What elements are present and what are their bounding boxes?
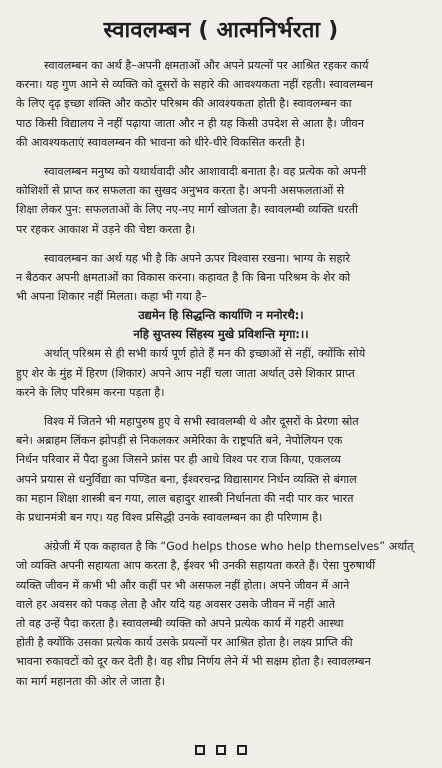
box-ornament-icon xyxy=(195,745,205,755)
paragraph-line: न बैठकर अपनी क्षमताओं का विकास करना। कहावत है कि बिना परिश्रम के शेर को xyxy=(16,271,351,285)
paragraph-line: स्वावलम्बन का अर्थ है–अपनी क्षमताओं और अपने प्रयत्नों पर आश्रित रहकर कार्य xyxy=(44,59,369,72)
paragraph-line: निर्धन परिवार में पैदा हुआ जिसने फ्रांस पर ही आधे विश्व पर राज किया, एकलव्य xyxy=(16,453,341,467)
paragraph-line: करना। यह गुण आने से व्यक्ति को दूसरों के सहारे की आवश्यकता नहीं रहती। स्वावलम्बन xyxy=(16,78,373,92)
paragraph-line: कोशिशों से प्राप्त कर सफलता का सुखद अनुभव करता है। अपनी असफलताओं से xyxy=(16,184,345,198)
sanskrit-shloka xyxy=(16,306,426,344)
paragraph-1 xyxy=(16,56,426,152)
paragraph-line: जो व्यक्ति अपनी सहायता आप करता है, ईश्वर भी उनकी सहायता करते हैं। ऐसा पुरुषार्थी xyxy=(16,559,376,573)
paragraph-line: अंग्रेजी में एक कहावत है कि “God helps those who help themselves” अर्थात् xyxy=(44,540,414,554)
document-title: स्वावलम्बन ( आत्मनिर्भरता ) xyxy=(103,18,339,43)
paragraph-line: होती है क्योंकि उसका प्रत्येक कार्य उसके प्रयत्नों पर आश्रित होता है। लक्ष्य प्राप्ति की xyxy=(16,636,353,650)
paragraph-line: पर रहकर आकाश में उड़ने की चेष्टा करता है। xyxy=(16,222,196,236)
paragraph-line: के प्रधानमंत्री बन गए। यह विश्व प्रसिद्धी उनके स्वावलम्बन का ही परिणाम है। xyxy=(16,511,323,525)
paragraph-line: तो वह उन्हें पैदा करता है। स्वावलम्बी व्यक्ति को अपने प्रत्येक कार्य में गहरी आस्था xyxy=(16,617,344,631)
paragraph-line: अपने प्रयास से धनुर्विद्या का पण्डित बना, ईश्वरचन्द्र विद्यासागर निर्धन व्यक्ति से बंगाल xyxy=(16,472,357,486)
paragraph-4 xyxy=(16,412,426,527)
paragraph-line: भी अपना शिकार नहीं मिलता। कहा भी गया है– xyxy=(16,290,207,304)
paragraph-line: अर्थात् परिश्रम से ही सभी कार्य पूर्ण होते हैं मन की इच्छाओं से नहीं, क्योंकि सोये xyxy=(44,347,366,361)
shloka-line: नहि सुप्तस्य सिंहस्य मुखे प्रविशन्ति मृगा:।। xyxy=(133,327,309,342)
paragraph-line: वाले हर अवसर को पकड़ लेता है और यदि यह अवसर उसके जीवन में नहीं आते xyxy=(16,597,335,611)
paragraph-line: का महान शिक्षा शास्त्री बन गया, लाल बहादुर शास्त्री निर्धानता की नदी पार कर भारत xyxy=(16,491,354,505)
shloka-line: उद्यमेन हि सिद्धन्ति कार्याणि न मनोरथै:। xyxy=(138,308,304,323)
paragraph-5 xyxy=(16,537,426,691)
paragraph-line: करने के लिए परिश्रम करना पड़ता है। xyxy=(16,385,165,399)
paragraph-line: का मार्ग महानता की ओर ले जाता है। xyxy=(16,674,166,688)
paragraph-line: स्वावलम्बन का अर्थ यह भी है कि अपने ऊपर विश्वास रखना। भाग्य के सहारे xyxy=(44,251,350,265)
paragraph-line: के लिए दृढ़ इच्छा शक्ति और कठोर परिश्रम की आवश्यकता होती है। स्वावलम्बन का xyxy=(16,97,352,111)
paragraph-line: की आवश्यकताएं स्वावलम्बन की भावना को धीरे-धीरे विकसित करती है। xyxy=(16,135,305,149)
box-ornament-icon xyxy=(216,745,226,755)
paragraph-3 xyxy=(16,249,426,402)
end-of-text-ornament xyxy=(0,740,442,758)
box-ornament-icon xyxy=(237,745,247,755)
paragraph-line: विश्व में जितने भी महापुरुष हुए वे सभी स्वावलम्बी थे और दूसरों के प्रेरणा स्रोत xyxy=(44,415,359,429)
paragraph-line: पाठ किसी विद्यालय ने नहीं पढ़ाया जाता और न ही यह किसी उपदेश से आता है। जीवन xyxy=(16,116,364,130)
paragraph-line: शिक्षा लेकर पुन: सफलताओं के लिए नए-नए मार्ग खोजता है। स्वावलम्बी व्यक्ति धरती xyxy=(16,203,358,217)
paragraph-line: स्वावलम्बन मनुष्य को यथार्थवादी और आशावादी बनाता है। वह प्रत्येक को अपनी xyxy=(44,165,367,179)
paragraph-line: हुए शेर के मुंह में हिरण (शिकार) अपने आप नहीं चला जाता अर्थात् उसे शिकार प्राप्त xyxy=(16,366,355,380)
paragraph-line: भावना रुकावटों को दूर कर देती है। वह शीघ्र निर्णय लेने में भी सक्षम होता है। स्वावलम्बन xyxy=(16,655,371,669)
paragraph-line: बने। अब्राहम लिंकन झोपड़ी से निकलकर अमेरिका के राष्ट्रपति बने, नेपोलियन एक xyxy=(16,434,343,448)
paragraph-2 xyxy=(16,162,426,239)
paragraph-line: व्यक्ति जीवन में कभी भी और कहीं पर भी असफल नहीं होता। अपने जीवन में आने xyxy=(16,578,350,592)
